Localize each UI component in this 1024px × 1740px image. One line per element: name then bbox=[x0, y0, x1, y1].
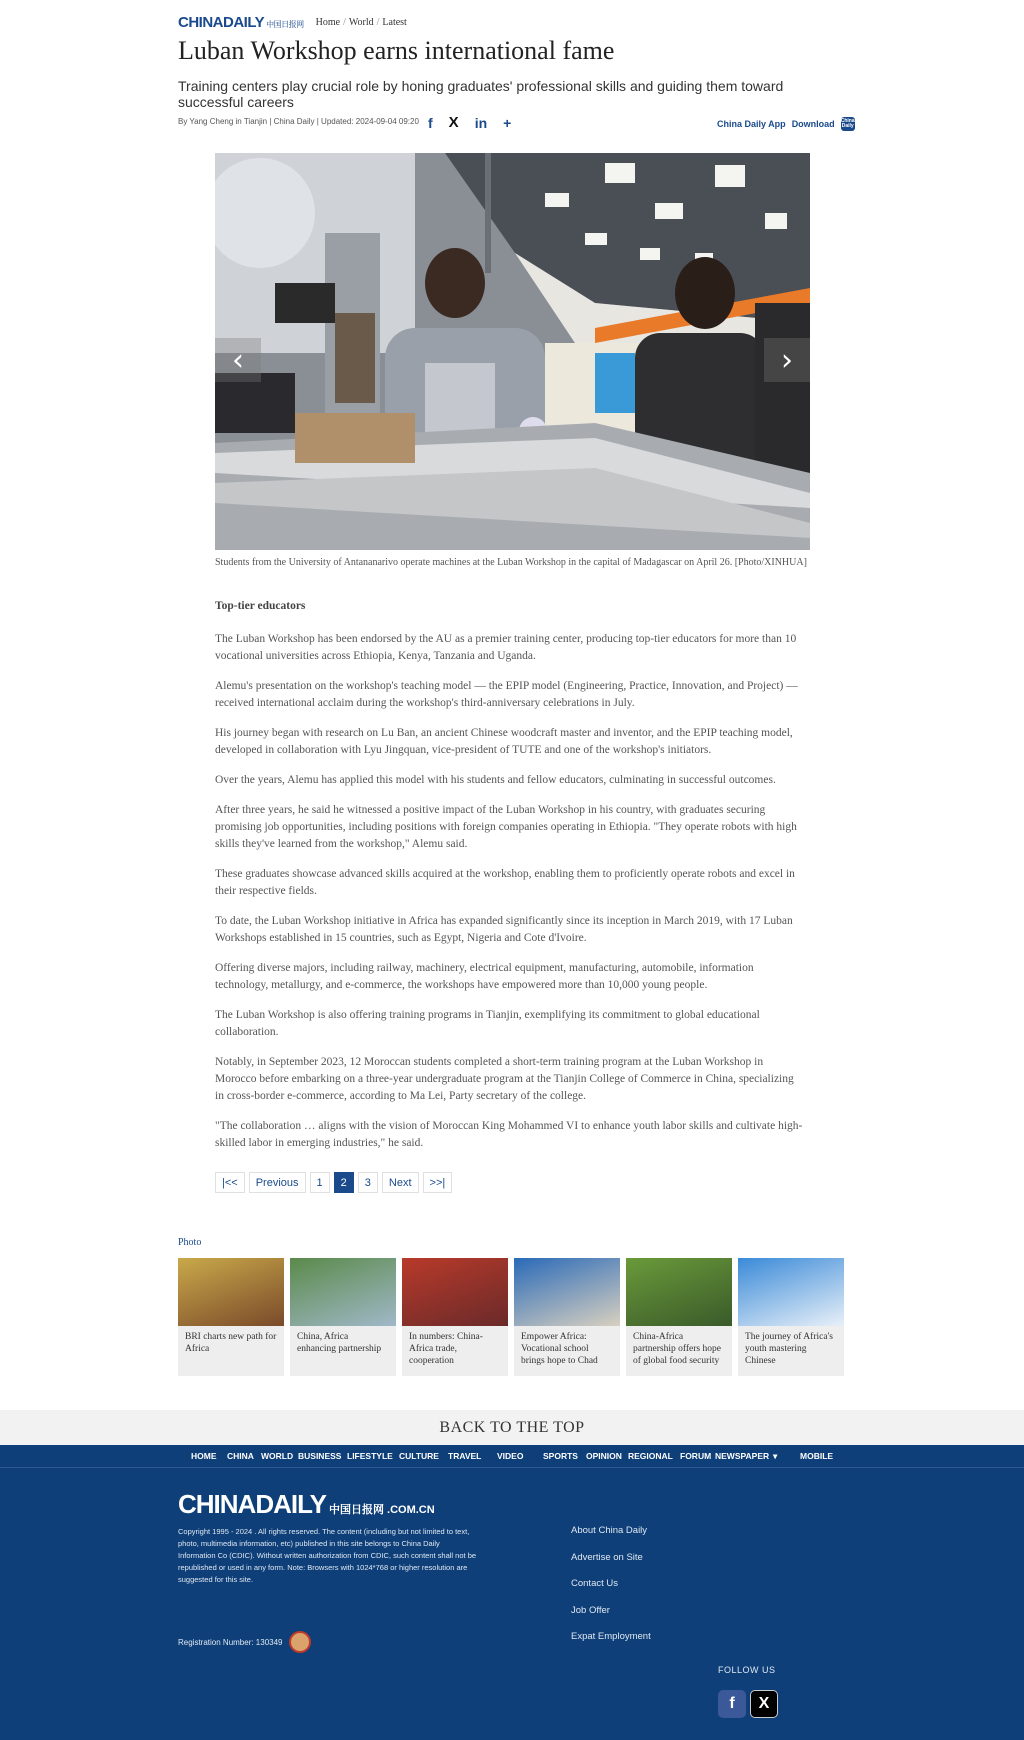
article-paragraph: After three years, he said he witnessed a positive impact of the Luban Workshop in his country, with graduates securing promising job opportunities, including positions with foreign companies operating in Ethiopia. "They operate robots with high skills they've learned from the workshop," Alemu said. bbox=[215, 804, 797, 850]
footer-logo-cn: 中国日报网 .COM.CN bbox=[328, 1504, 435, 1516]
article-paragraph: Over the years, Alemu has applied this model with his students and fellow educators, culminating in successful outcomes. bbox=[215, 774, 776, 786]
photo-card-caption[interactable]: Empower Africa: Vocational school brings hope to Chad bbox=[521, 1332, 598, 1366]
photo-card-caption[interactable]: In numbers: China-Africa trade, cooperation bbox=[409, 1332, 483, 1366]
nav-travel[interactable]: TRAVEL bbox=[448, 1451, 482, 1461]
photo-thumbnail[interactable] bbox=[738, 1258, 844, 1326]
photo-card-caption[interactable]: The journey of Africa's youth mastering Chinese bbox=[745, 1332, 833, 1366]
footer-links bbox=[571, 1525, 651, 1658]
pager-next[interactable]: Next bbox=[382, 1172, 419, 1193]
expat-employment-link[interactable]: Expat Employment bbox=[571, 1631, 651, 1642]
pager-page-1[interactable]: 1 bbox=[310, 1172, 330, 1193]
article-body bbox=[215, 600, 805, 1165]
logo-text: CHINADAILY bbox=[178, 14, 265, 31]
job-offer-link[interactable]: Job Offer bbox=[571, 1604, 610, 1616]
photo-strip bbox=[178, 1258, 844, 1376]
china-daily-app-link[interactable]: China Daily App bbox=[717, 119, 786, 129]
facebook-icon[interactable]: f bbox=[428, 114, 433, 131]
about-link[interactable]: About China Daily bbox=[571, 1525, 648, 1536]
nav-business[interactable]: BUSINESS bbox=[298, 1451, 342, 1461]
nav-sports[interactable]: SPORTS bbox=[543, 1451, 578, 1461]
footer-nav bbox=[0, 1445, 1024, 1467]
follow-us-label: FOLLOW US bbox=[718, 1665, 776, 1675]
nav-home[interactable]: HOME bbox=[191, 1451, 217, 1461]
article-paragraph: The Luban Workshop has been endorsed by the AU as a premier training center, producing top-tier educators for more than 10 vocational universities across Ethiopia, Kenya, Tanzania and Uganda. bbox=[215, 633, 797, 662]
x-icon[interactable]: X bbox=[750, 1690, 778, 1718]
photo-card[interactable] bbox=[626, 1258, 732, 1376]
app-links bbox=[717, 117, 855, 131]
photo-card[interactable] bbox=[738, 1258, 844, 1376]
logo-cn-text: 中国日报网 bbox=[266, 20, 304, 29]
plus-icon[interactable]: + bbox=[503, 114, 512, 131]
nav-opinion[interactable]: OPINION bbox=[586, 1451, 622, 1461]
article-title: Luban Workshop earns international fame bbox=[178, 36, 615, 65]
registration bbox=[178, 1631, 311, 1653]
photo-card[interactable] bbox=[514, 1258, 620, 1376]
back-to-top-button[interactable]: BACK TO THE TOP bbox=[0, 1410, 1024, 1445]
breadcrumb-latest[interactable]: Latest bbox=[382, 17, 407, 28]
photo-card[interactable] bbox=[402, 1258, 508, 1376]
nav-mobile[interactable]: MOBILE bbox=[800, 1451, 834, 1461]
copyright-text: Copyright 1995 - 2024 . All rights reserved. The content (including but not limited to text, photo, multimedia information, etc) published in this site belongs to China Daily Information Co (CDIC). Without written authorization from CDIC, such content shall not be republished or used in any form. Note: Browsers with 1024*768 or higher resolution are suggested for this site. bbox=[178, 1527, 477, 1584]
nav-forum[interactable]: FORUM bbox=[680, 1451, 712, 1461]
photo-next-button[interactable]: › bbox=[764, 338, 810, 382]
nav-video[interactable]: VIDEO bbox=[497, 1451, 524, 1461]
breadcrumb: Home / World / Latest bbox=[315, 17, 407, 28]
section-heading: Top-tier educators bbox=[215, 600, 306, 612]
nav-culture[interactable]: CULTURE bbox=[399, 1451, 439, 1461]
advertise-link[interactable]: Advertise on Site bbox=[571, 1551, 643, 1563]
breadcrumb-home[interactable]: Home bbox=[315, 17, 341, 28]
photo-card-caption[interactable]: China, Africa enhancing partnership bbox=[297, 1332, 382, 1354]
photo-card[interactable] bbox=[178, 1258, 284, 1376]
app-icon[interactable]: China Daily bbox=[840, 118, 855, 129]
nav-world[interactable]: WORLD bbox=[261, 1451, 294, 1461]
social-links bbox=[718, 1690, 778, 1718]
photo-illustration bbox=[215, 153, 810, 550]
download-link[interactable]: Download bbox=[791, 119, 835, 129]
article-paragraph: Alemu's presentation on the workshop's teaching model — the EPIP model (Engineering, Practice, Innovation, and Project) — received international acclaim during the workshop's third-anniversary celebrations in July. bbox=[215, 680, 798, 709]
article-paragraph: Notably, in September 2023, 12 Moroccan students completed a short-term training program at the Luban Workshop in Morocco before embarking on a three-year undergraduate program at the Tianjin College of Commerce in China, specializing in cross-border e-commerce, according to Ma Lei, Party secretary of the college. bbox=[215, 1056, 794, 1102]
photo-caption: Students from the University of Antananarivo operate machines at the Luban Workshop in the capital of Madagascar on April 26. [Photo/XINHUA] bbox=[215, 557, 807, 568]
nav-newspaper[interactable]: NEWSPAPER bbox=[715, 1451, 770, 1461]
registration-number: Registration Number: 130349 bbox=[178, 1637, 283, 1647]
pager-last[interactable]: >>| bbox=[423, 1172, 453, 1193]
share-bar bbox=[428, 114, 511, 131]
article-paragraph: To date, the Luban Workshop initiative in Africa has expanded significantly since its inception in March 2019, with 17 Luban Workshops established in 15 countries, such as Egypt, Nigeria and Cote d'Ivoire. bbox=[215, 915, 793, 944]
breadcrumb-world[interactable]: World bbox=[348, 17, 374, 28]
article-paragraph: His journey began with research on Lu Ban, an ancient Chinese woodcraft master and inventor, and the EPIP teaching model, developed in collaboration with Lyu Jingquan, vice-president of TUTE and one of the workshop's initiators. bbox=[215, 727, 793, 756]
linkedin-icon[interactable]: in bbox=[474, 114, 488, 131]
photo-prev-button[interactable]: ‹ bbox=[215, 338, 261, 382]
article-byline: By Yang Cheng in Tianjin | China Daily | Updated: 2024-09-04 09:20 bbox=[178, 117, 419, 126]
article-paragraph: The Luban Workshop is also offering training programs in Tianjin, exemplifying its commitment to global educational collaboration. bbox=[215, 1009, 760, 1038]
contact-link[interactable]: Contact Us bbox=[571, 1578, 618, 1589]
footer-logo-text: CHINADAILY bbox=[178, 1489, 326, 1519]
footer bbox=[0, 1445, 1024, 1740]
footer-logo[interactable] bbox=[178, 1489, 435, 1520]
pager-page-2[interactable]: 2 bbox=[334, 1172, 354, 1193]
photo-thumbnail[interactable] bbox=[290, 1258, 396, 1326]
pager-first[interactable]: |<< bbox=[215, 1172, 245, 1193]
badge-icon[interactable] bbox=[289, 1631, 311, 1653]
article-photo bbox=[215, 153, 810, 550]
nav-lifestyle[interactable]: LIFESTYLE bbox=[347, 1451, 393, 1461]
article-paragraph: These graduates showcase advanced skills acquired at the workshop, enabling them to proficiently operate robots and excel in their respective fields. bbox=[215, 868, 795, 897]
photo-thumbnail[interactable] bbox=[402, 1258, 508, 1326]
photo-card[interactable] bbox=[290, 1258, 396, 1376]
article-paragraph: Offering diverse majors, including railway, machinery, electrical equipment, manufacturing, automobile, information technology, metallurgy, and e-commerce, the workshops have empowered more than 10,000 young people. bbox=[215, 962, 754, 991]
nav-china[interactable]: CHINA bbox=[227, 1451, 254, 1461]
photo-card-caption[interactable]: BRI charts new path for Africa bbox=[185, 1332, 277, 1354]
pager-page-3[interactable]: 3 bbox=[358, 1172, 378, 1193]
photo-card-caption[interactable]: China-Africa partnership offers hope of global food security bbox=[633, 1332, 721, 1366]
chevron-down-icon[interactable]: ▾ bbox=[773, 1451, 778, 1461]
photo-section-label[interactable]: Photo bbox=[178, 1237, 202, 1248]
x-icon[interactable]: X bbox=[448, 114, 459, 131]
photo-thumbnail[interactable] bbox=[178, 1258, 284, 1326]
article-subtitle: Training centers play crucial role by honing graduates' professional skills and guiding them toward successful careers bbox=[178, 78, 784, 110]
pagination bbox=[215, 1172, 452, 1193]
nav-regional[interactable]: REGIONAL bbox=[628, 1451, 673, 1461]
photo-thumbnail[interactable] bbox=[626, 1258, 732, 1326]
site-logo[interactable] bbox=[178, 14, 304, 31]
footer-divider bbox=[0, 1467, 1024, 1468]
photo-thumbnail[interactable] bbox=[514, 1258, 620, 1326]
pager-previous[interactable]: Previous bbox=[249, 1172, 306, 1193]
facebook-icon[interactable]: f bbox=[718, 1690, 746, 1718]
article-paragraph: "The collaboration … aligns with the vision of Moroccan King Mohammed VI to enhance youth labor skills and cultivate high-skilled labor in emerging industries," he said. bbox=[215, 1120, 803, 1149]
header-bar bbox=[178, 14, 407, 31]
